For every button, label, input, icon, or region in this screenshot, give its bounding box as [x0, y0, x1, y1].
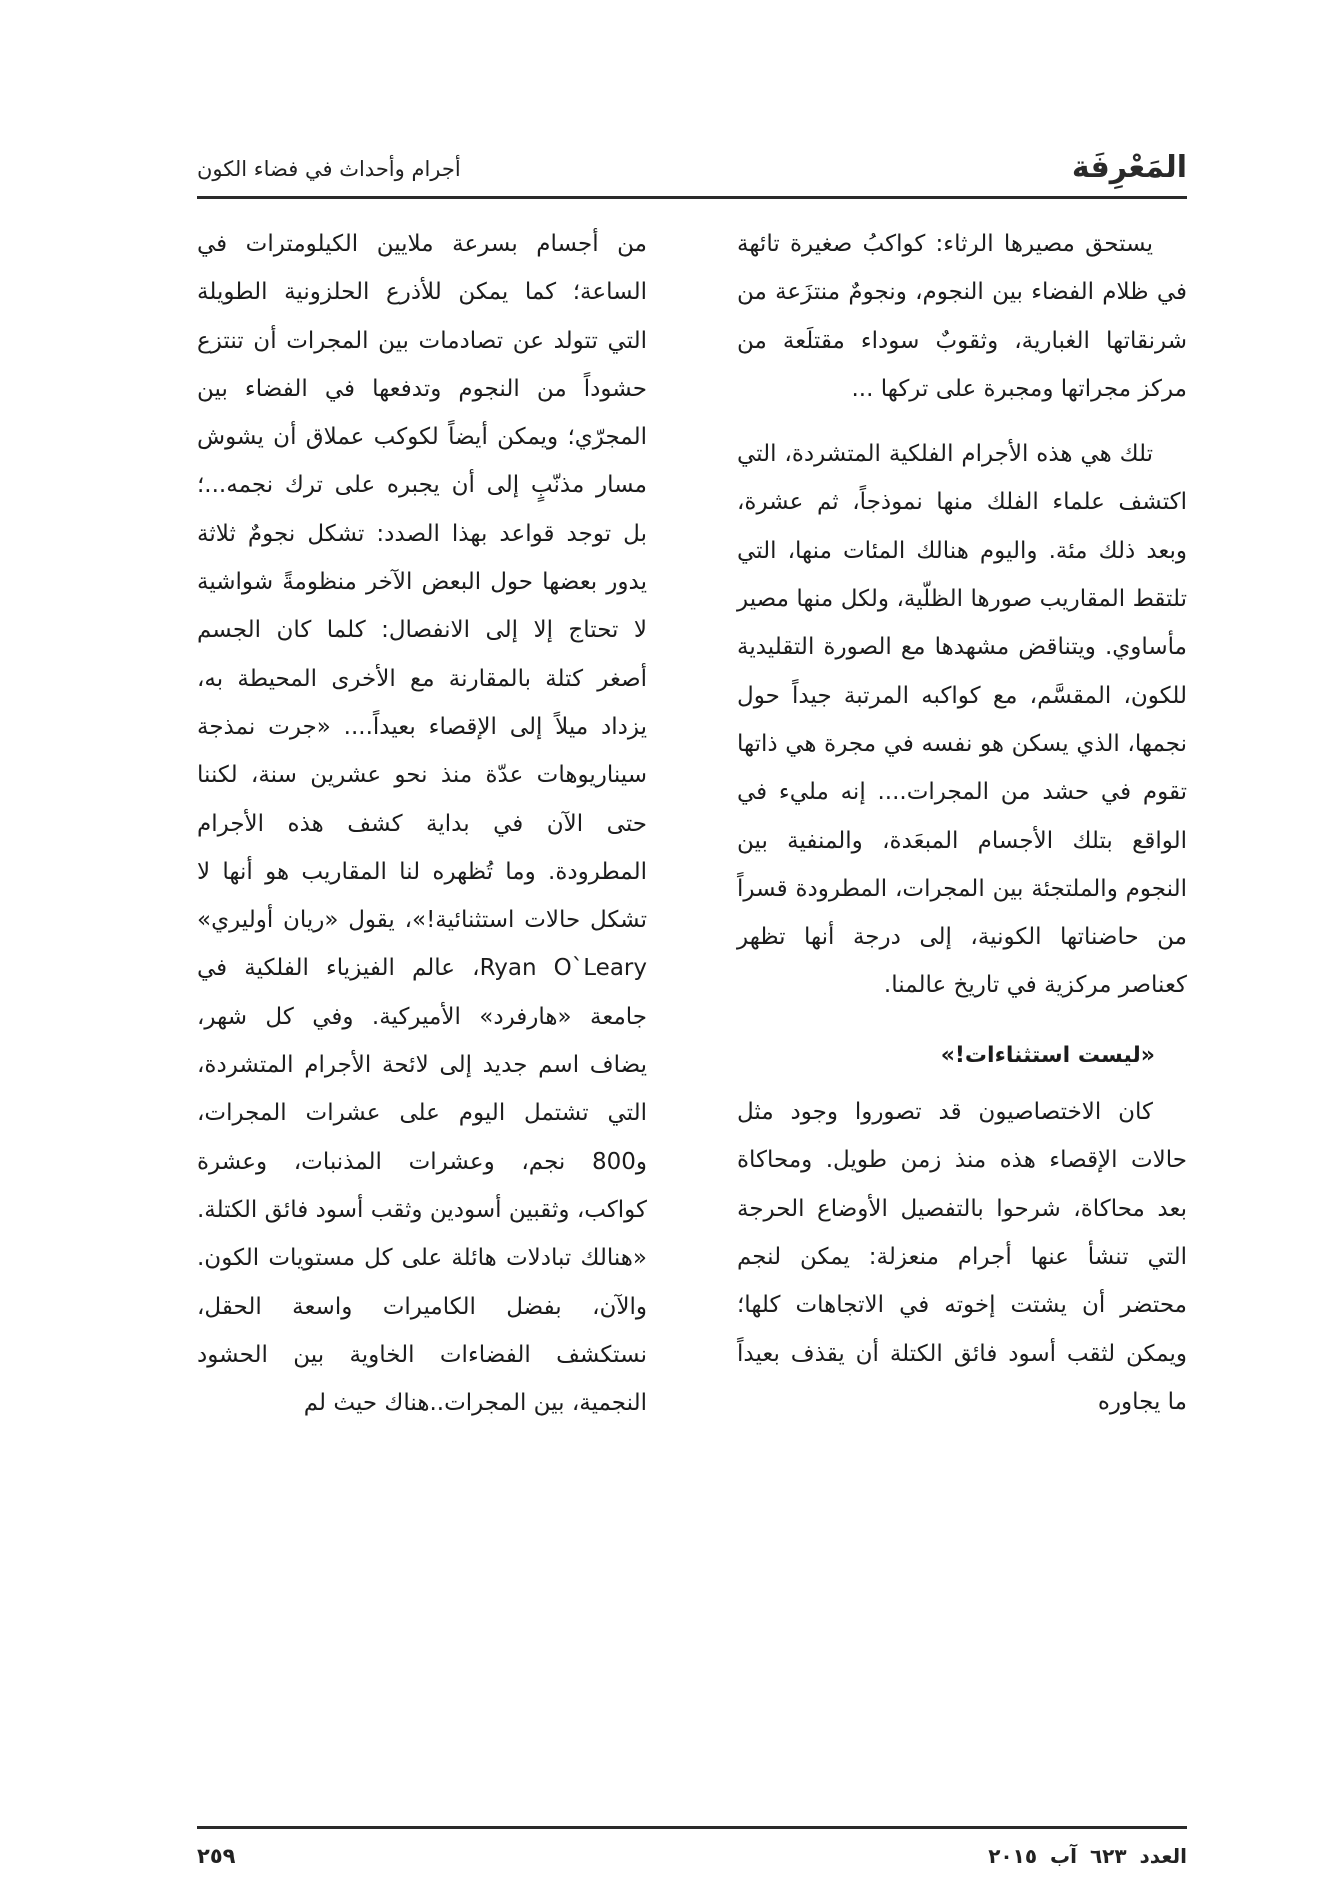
- issue-info: العدد ٦٢٣ آب ٢٠١٥: [988, 1844, 1187, 1868]
- section-heading: «ليست استثناءات!»: [940, 1042, 1155, 1068]
- footer-rule: [197, 1826, 1187, 1829]
- header-rule: [197, 196, 1187, 199]
- paragraph: تلك هي هذه الأجرام الفلكية المتشردة، التي اكتشف علماء الفلك منها نموذجاً، ثم عشرة، وبعد ذلك مئة. واليوم هنالك المئات منها، التي تلتقط المقاريب صورها الظلّية، ولكل منها مصير مأساوي. ويتناقض مشهدها مع الصورة التقليدية للكون، المقسَّم، مع كواكبه المرتبة جيداً حول نجمها، الذي يسكن هو نفسه في مجرة هي ذاتها تقوم في حشد من المجرات.... إنه مليء في الواقع بتلك الأجسام المبعَدة، والمنفية بين النجوم والملتجئة بين المجرات، المطرودة قسراً من حاضناتها الكونية، إلى درجة أنها تظهر كعناصر مركزية في تاريخ عالمنا.: [737, 441, 1187, 999]
- running-title: أجرام وأحداث في فضاء الكون: [197, 157, 461, 181]
- left-column: [197, 220, 647, 1427]
- page-header: [197, 148, 1187, 192]
- page-footer: [197, 1840, 1187, 1880]
- right-column: [737, 220, 1187, 1426]
- paragraph: يستحق مصيرها الرثاء: كواكبُ صغيرة تائهة في ظلام الفضاء بين النجوم، ونجومٌ منتزَعة من شرنقاتها الغبارية، وثقوبٌ سوداء مقتلَعة من مركز مجراتها ومجبرة على تركها ...: [737, 231, 1187, 402]
- magazine-logo: المَعْرِفَة: [1071, 150, 1187, 185]
- page-number: ٢٥٩: [197, 1844, 236, 1868]
- paragraph: كان الاختصاصيون قد تصوروا وجود مثل حالات الإقصاء هذه منذ زمن طويل. ومحاكاة بعد محاكاة، شرحوا بالتفصيل الأوضاع الحرجة التي تنشأ عنها أجرام منعزلة: يمكن لنجم محتضر أن يشتت إخوته في الاتجاهات كلها؛ ويمكن لثقب أسود فائق الكتلة أن يقذف بعيداً ما يجاوره: [737, 1099, 1187, 1415]
- paragraph: من أجسام بسرعة ملايين الكيلومترات في الساعة؛ كما يمكن للأذرع الحلزونية الطويلة التي تتولد عن تصادمات بين المجرات أن تنتزع حشوداً من النجوم وتدفعها في الفضاء بين المجرّي؛ ويمكن أيضاً لكوكب عملاق أن يشوش مسار مذنّبٍ إلى أن يجبره على ترك نجمه...؛ بل توجد قواعد بهذا الصدد: تشكل نجومٌ ثلاثة يدور بعضها حول البعض الآخر منظومةً شواشية لا تحتاج إلا إلى الانفصال: كلما كان الجسم أصغر كتلة بالمقارنة مع الأخرى المحيطة به، يزداد ميلاً إلى الإقصاء بعيداً.... «جرت نمذجة سيناريوهات عدّة منذ نحو عشرين سنة، لكننا حتى الآن في بداية كشف هذه الأجرام المطرودة. وما تُظهره لنا المقاريب هو أنها لا تشكل حالات استثنائية!»، يقول «ريان أوليري» Ryan O`Leary، عالم الفيزياء الفلكية في جامعة «هارفرد» الأميركية. وفي كل شهر، يضاف اسم جديد إلى لائحة الأجرام المتشردة، التي تشتمل اليوم على عشرات المجرات، و800 نجم، وعشرات المذنبات، وعشرة كواكب، وثقبين أسودين وثقب أسود فائق الكتلة. «هنالك تبادلات هائلة على كل مستويات الكون. والآن، بفضل الكاميرات واسعة الحقل، نستكشف الفضاءات الخاوية بين الحشود النجمية، بين المجرات..هناك حيث لم: [197, 231, 647, 1417]
